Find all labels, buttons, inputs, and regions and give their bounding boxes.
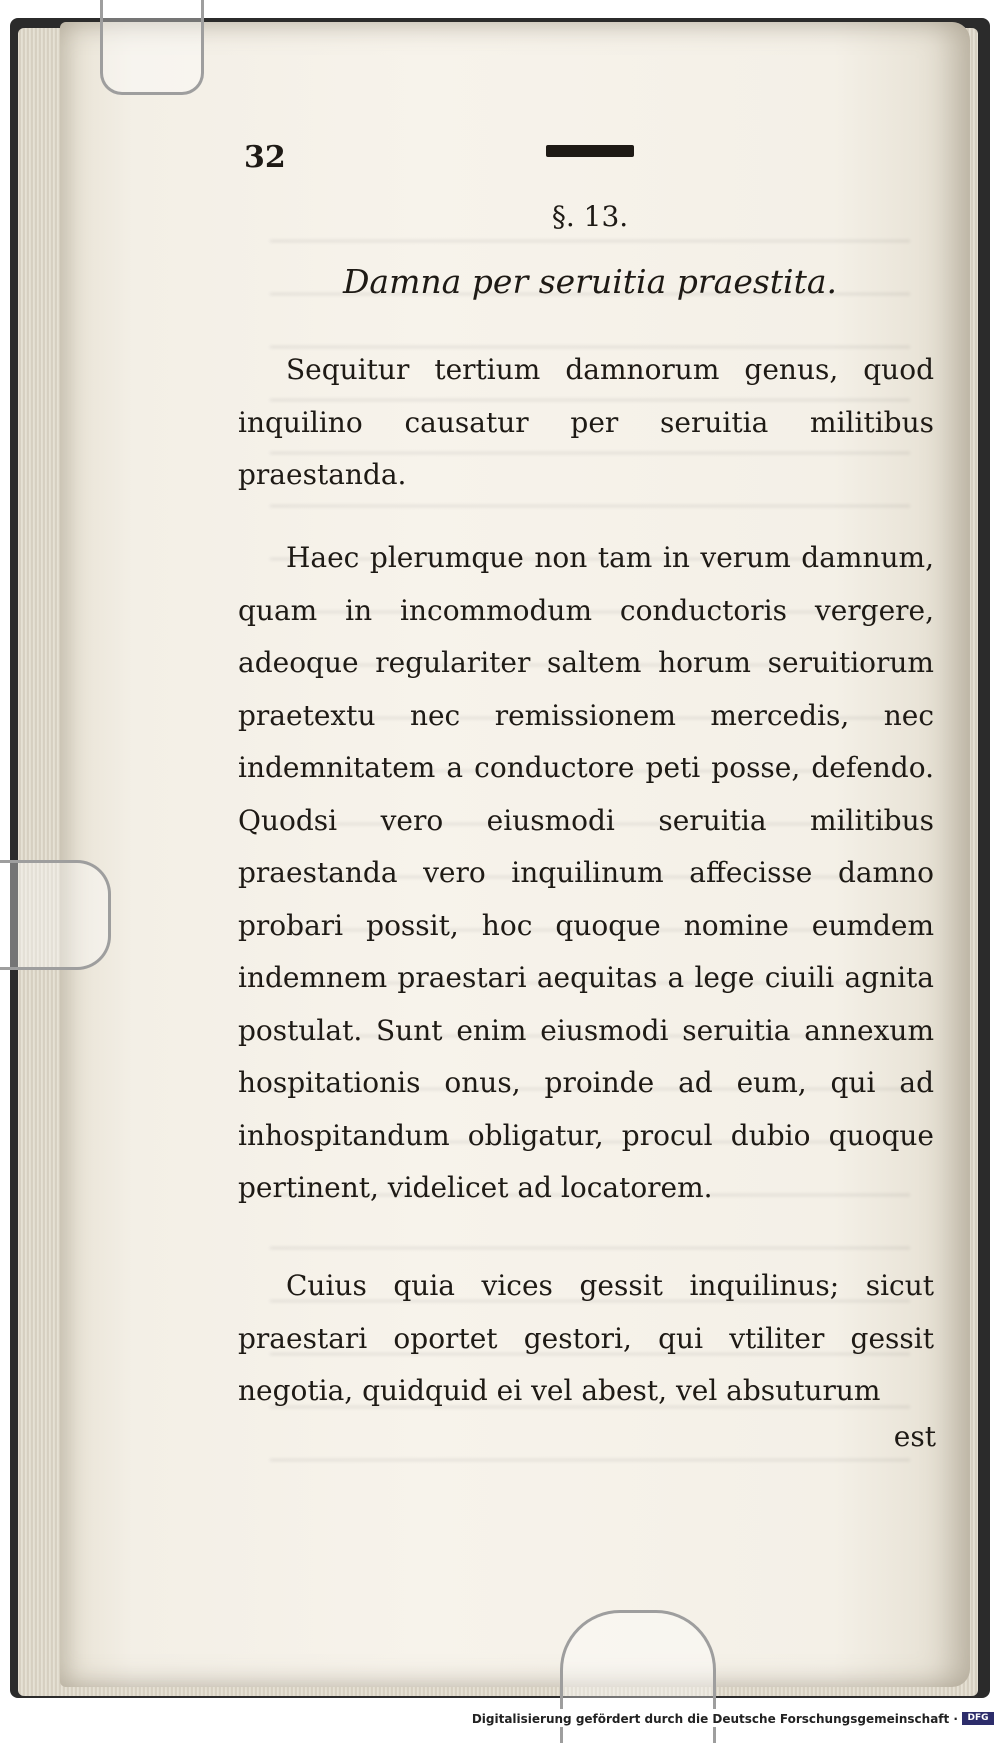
paragraph-2 (238, 532, 934, 1215)
footer-band (0, 1709, 1000, 1727)
page-clip-top (100, 0, 204, 95)
section-title: Damna per seruitia praestita. (342, 262, 838, 301)
section-number: §. 13. (551, 200, 629, 233)
paragraph-2-text: Haec plerumque non tam in verum damnum, quam in incommodum conductoris vergere, adeoque regulariter saltem horum seruitiorum praetextu nec remissionem mercedis, nec indemnitatem a conductore peti posse, defendo. Quodsi vero eiusmodi seruitia militibus praestanda vero inquilinum affecisse damno probari possit, hoc quoque nomine eumdem indemnem praestari aequitas a lege ciuili agnita postulat. Sunt enim eiusmodi seruitia annexum hospitationis onus, proinde ad eum, qui ad inhospitandum obligatur, procul dubio quoque pertinent, videlicet ad locatorem. (238, 541, 934, 1204)
dfg-logo-icon: DFG (962, 1712, 994, 1725)
page-clip-left (0, 860, 111, 970)
catchword: est (893, 1420, 936, 1453)
page-number: 32 (244, 140, 286, 175)
paragraph-1 (238, 344, 934, 502)
paragraph-1-text: Sequitur tertium damnorum genus, quod inquilino causatur per seruitia militibus praestanda. (238, 353, 934, 491)
funding-credit: Digitalisierung gefördert durch die Deutsche Forschungsgemeinschaft · (471, 1712, 958, 1726)
header-ornament (546, 145, 634, 157)
paragraph-3-text: Cuius quia vices gessit inquilinus; sicut praestari oportet gestori, qui vtiliter gessit negotia, quidquid ei vel abest, vel absuturum (238, 1269, 934, 1407)
paragraph-3 (238, 1260, 934, 1418)
